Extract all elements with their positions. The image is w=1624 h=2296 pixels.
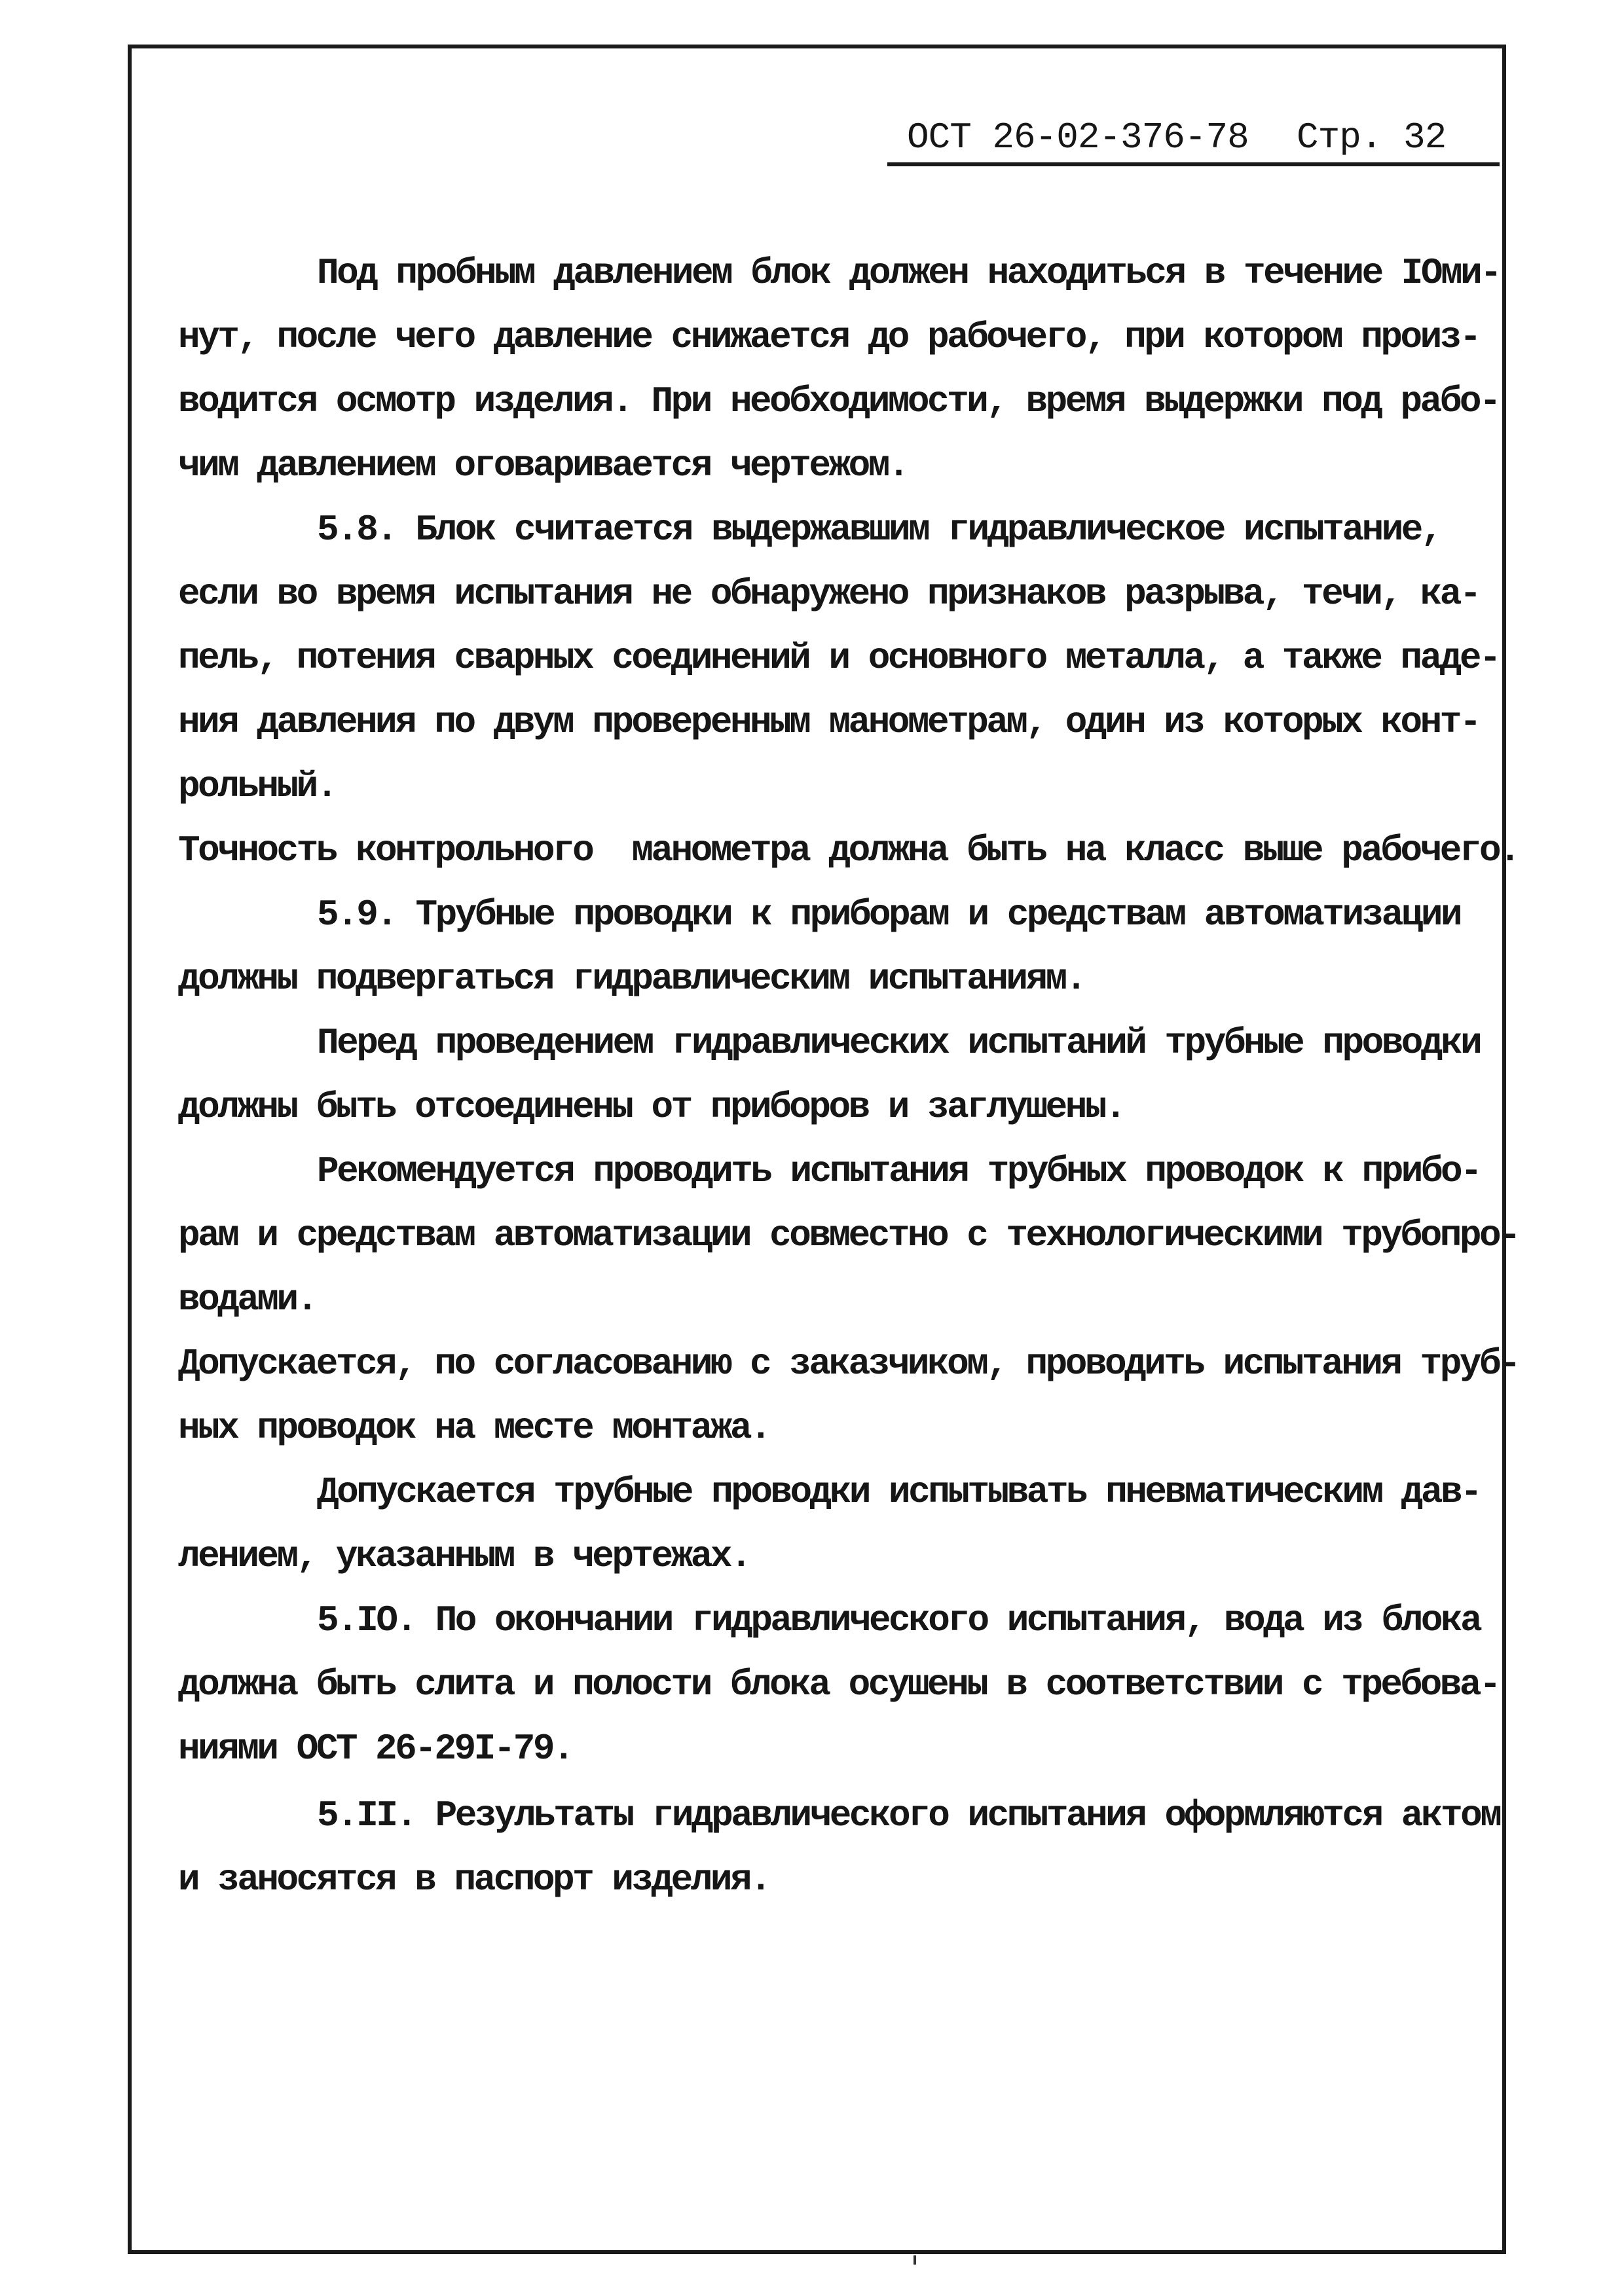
scan-mark <box>913 2255 916 2265</box>
text-line: чим давлением оговаривается чертежом. <box>178 445 908 486</box>
text-line: Под пробным давлением блок должен находиться в течение IОми- <box>317 252 1500 294</box>
text-line: лением, указанным в чертежах. <box>178 1535 750 1577</box>
text-line: 5.II. Результаты гидравлического испытания оформляются актом <box>317 1795 1500 1836</box>
text-line: нут, после чего давление снижается до рабочего, при котором произ- <box>178 316 1479 358</box>
text-line: 5.9. Трубные проводки к приборам и средствам автоматизации <box>317 894 1461 936</box>
text-line: водами. <box>178 1279 316 1321</box>
header-underline <box>887 162 1500 166</box>
text-line: рам и средствам автоматизации совместно с технологическими трубопро- <box>178 1214 1519 1256</box>
text-line: ния давления по двум проверенным манометрам, один из которых конт- <box>178 701 1479 743</box>
text-line: должны подвергаться гидравлическим испытаниям. <box>178 958 1085 1000</box>
document-code: ОСТ 26-02-376-78 <box>907 117 1249 158</box>
text-line: Рекомендуется проводить испытания трубных проводок к прибо- <box>317 1150 1481 1192</box>
text-line: если во время испытания не обнаружено признаков разрыва, течи, ка- <box>178 573 1479 615</box>
text-line: Допускается, по согласованию с заказчиком, проводить испытания труб- <box>178 1343 1519 1385</box>
text-line: пель, потения сварных соединений и основного металла, а также паде- <box>178 637 1500 679</box>
text-line: 5.8. Блок считается выдержавшим гидравлическое испытание, <box>317 509 1441 551</box>
text-line: Допускается трубные проводки испытывать пневматическим дав- <box>317 1471 1481 1513</box>
page-number: Стр. 32 <box>1297 117 1447 158</box>
text-line: и заносятся в паспорт изделия. <box>178 1859 770 1901</box>
document-header <box>887 111 1500 164</box>
text-line: 5.IО. По окончании гидравлического испытания, вода из блока <box>317 1599 1481 1641</box>
text-line: Перед проведением гидравлических испытаний трубные проводки <box>317 1022 1481 1064</box>
text-line: рольный. <box>178 765 336 807</box>
text-line: водится осмотр изделия. При необходимости, время выдержки под рабо- <box>178 380 1500 422</box>
text-line: должны быть отсоединены от приборов и заглушены. <box>178 1086 1125 1128</box>
text-line: ных проводок на месте монтажа. <box>178 1407 770 1449</box>
text-line: должна быть слита и полости блока осушены в соответствии с требова- <box>178 1664 1500 1705</box>
text-line: ниями ОСТ 26-29I-79. <box>178 1728 573 1770</box>
text-line: Точность контрольного манометра должна быть на класс выше рабочего. <box>178 829 1519 871</box>
